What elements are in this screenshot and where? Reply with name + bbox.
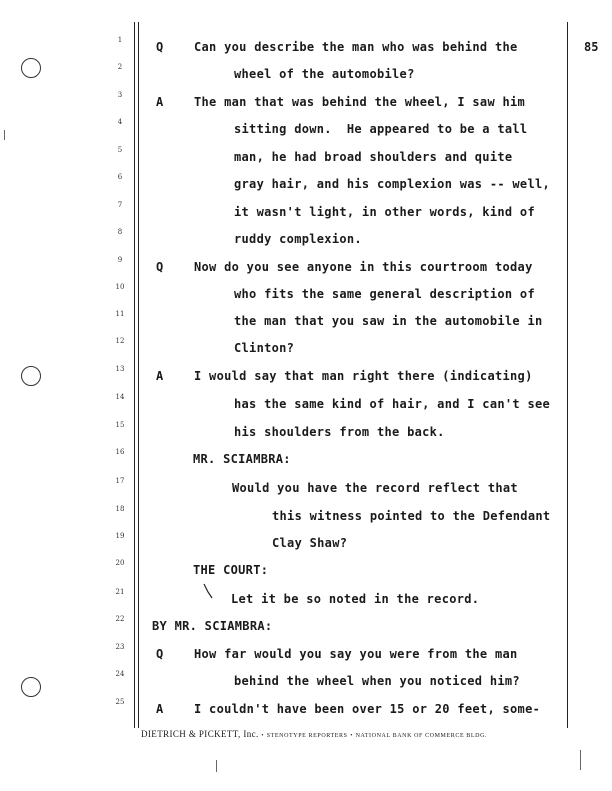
- transcript-line: sitting down. He appeared to be a tall: [234, 122, 528, 136]
- transcript-line: his shoulders from the back.: [234, 425, 445, 439]
- line-number: 3: [117, 91, 123, 99]
- binder-hole-middle: [21, 366, 41, 386]
- transcript-line: gray hair, and his complexion was -- well,: [234, 177, 551, 191]
- transcript-line: Let it be so noted in the record.: [231, 592, 480, 606]
- line-number: 17: [115, 477, 125, 485]
- transcript-line: it wasn't light, in other words, kind of: [234, 205, 535, 219]
- scan-mark: [580, 750, 581, 770]
- transcript-line: behind the wheel when you noticed him?: [234, 674, 520, 688]
- transcript-line: who fits the same general description of: [234, 287, 535, 301]
- transcript-line: Clinton?: [234, 341, 295, 355]
- line-number: 15: [115, 421, 125, 429]
- transcript-line: Now do you see anyone in this courtroom today: [194, 260, 533, 274]
- transcript-line: this witness pointed to the Defendant: [272, 509, 551, 523]
- left-margin-rule-outer: [134, 22, 135, 728]
- transcript-line: How far would you say you were from the man: [194, 647, 518, 661]
- line-number: 14: [115, 393, 125, 401]
- line-number: 12: [115, 337, 125, 345]
- transcript-line: I would say that man right there (indicating): [194, 369, 533, 383]
- pen-mark: [203, 583, 213, 599]
- transcript-line: Clay Shaw?: [272, 536, 348, 550]
- transcript-line: man, he had broad shoulders and quite: [234, 150, 513, 164]
- line-number: 16: [115, 448, 125, 456]
- line-number: 20: [115, 559, 125, 567]
- left-margin-rule-inner: [138, 22, 139, 728]
- qa-marker: A: [156, 702, 164, 716]
- transcript-line: has the same kind of hair, and I can't see: [234, 397, 551, 411]
- qa-marker: Q: [156, 647, 164, 661]
- line-number: 24: [115, 670, 125, 678]
- qa-marker: Q: [156, 260, 164, 274]
- line-number: 4: [117, 118, 123, 126]
- transcript-line: I couldn't have been over 15 or 20 feet, some-: [194, 702, 541, 716]
- transcript-line: ruddy complexion.: [234, 232, 362, 246]
- line-number: 19: [115, 532, 125, 540]
- line-number: 18: [115, 505, 125, 513]
- footer-company: DIETRICH & PICKETT, Inc.: [141, 729, 259, 739]
- scan-mark: [4, 130, 5, 140]
- scan-mark: [216, 760, 217, 772]
- transcript-line: Can you describe the man who was behind the: [194, 40, 518, 54]
- footer-separator: •: [350, 733, 353, 739]
- line-number: 21: [115, 588, 125, 596]
- footer-separator: •: [261, 733, 265, 739]
- line-number: 6: [117, 173, 123, 181]
- footer-address: NATIONAL BANK OF COMMERCE BLDG.: [355, 733, 488, 739]
- binder-hole-bottom: [21, 677, 41, 697]
- transcript-line: Would you have the record reflect that: [232, 481, 518, 495]
- line-number: 9: [117, 256, 123, 264]
- qa-marker: A: [156, 95, 164, 109]
- page-number: 85: [584, 40, 599, 54]
- footer: [141, 729, 487, 739]
- transcript-line: MR. SCIAMBRA:: [193, 452, 291, 466]
- right-margin-rule: [567, 22, 568, 728]
- line-number: 22: [115, 615, 125, 623]
- qa-marker: Q: [156, 40, 164, 54]
- transcript-line: the man that you saw in the automobile in: [234, 314, 543, 328]
- line-number: 2: [117, 63, 123, 71]
- line-number: 23: [115, 643, 125, 651]
- binder-hole-top: [21, 58, 41, 78]
- transcript-line: BY MR. SCIAMBRA:: [152, 619, 273, 633]
- transcript-line: wheel of the automobile?: [234, 67, 415, 81]
- transcript-line: THE COURT:: [193, 563, 269, 577]
- line-number: 11: [115, 310, 125, 318]
- line-number: 10: [115, 283, 125, 291]
- line-number: 1: [117, 36, 123, 44]
- qa-marker: A: [156, 369, 164, 383]
- line-number: 13: [115, 365, 125, 373]
- line-number: 25: [115, 698, 125, 706]
- line-number: 5: [117, 146, 123, 154]
- line-number: 8: [117, 228, 123, 236]
- footer-service: STENOTYPE REPORTERS: [266, 733, 348, 739]
- transcript-line: The man that was behind the wheel, I saw him: [194, 95, 526, 109]
- line-number: 7: [117, 201, 123, 209]
